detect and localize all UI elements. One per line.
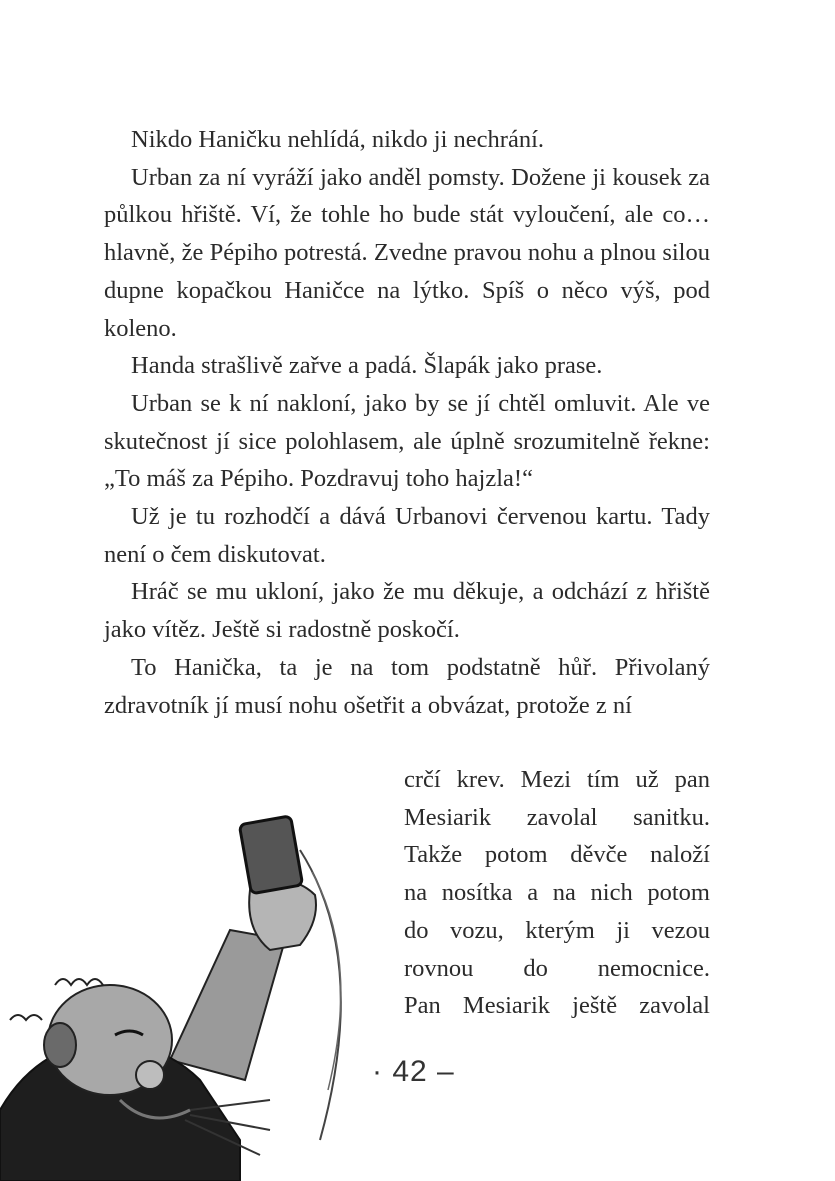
referee-illustration [0, 810, 370, 1181]
wrapped-line: Pan Mesiarik ještě zavolal [404, 992, 710, 1020]
wrapped-text [404, 761, 710, 1025]
wrapped-line: Mesiarik zavolal sanitku. [404, 803, 710, 831]
wrapped-line: rovnou do nemocnice. [404, 954, 710, 982]
paragraph-2: Urban za ní vyráží jako anděl pomsty. Dožene ji kousek za půlkou hřiště. Ví, že tohle ho bude stát vyloučení, ale co… hlavně, že Pépiho potrestá. Zvedne pravou nohu a plnou silou dupne kopačkou Haničce na lýtko. Spíš o něco výš, pod koleno. [104, 163, 710, 342]
wrapped-line: crčí krev. Mezi tím už pan [404, 766, 710, 793]
paragraph-6: Hráč se mu ukloní, jako že mu děkuje, a odchází z hřiště jako vítěz. Ještě si radostně poskočí. [104, 578, 710, 644]
paragraph-7: To Hanička, ta je na tom podstatně hůř. Přivolaný zdravotník jí musí nohu ošetřit a obvázat, protože z ní [104, 653, 710, 719]
wrapped-line: Takže potom děvče naloží [404, 841, 710, 869]
paragraph-4: Urban se k ní nakloní, jako by se jí chtěl omluvit. Ale ve skutečnost jí sice polohlasem, ale úplně srozumitelně řekne: „To máš za Pépiho. Pozdravuj toho hajzla!“ [104, 389, 710, 493]
paragraph-5: Už je tu rozhodčí a dává Urbanovi červenou kartu. Tady není o čem diskutovat. [104, 503, 710, 568]
wrapped-line: do vozu, kterým ji vezou [404, 916, 710, 944]
paragraph-1: Nikdo Haničku nehlídá, nikdo ji nechrání. [131, 126, 544, 153]
body-text [104, 121, 710, 724]
wrapped-line: na nosítka a na nich potom [404, 879, 710, 907]
page-number: · 42 – [372, 1055, 455, 1088]
paragraph-3: Handa strašlivě zařve a padá. Šlapák jako prase. [131, 352, 603, 380]
